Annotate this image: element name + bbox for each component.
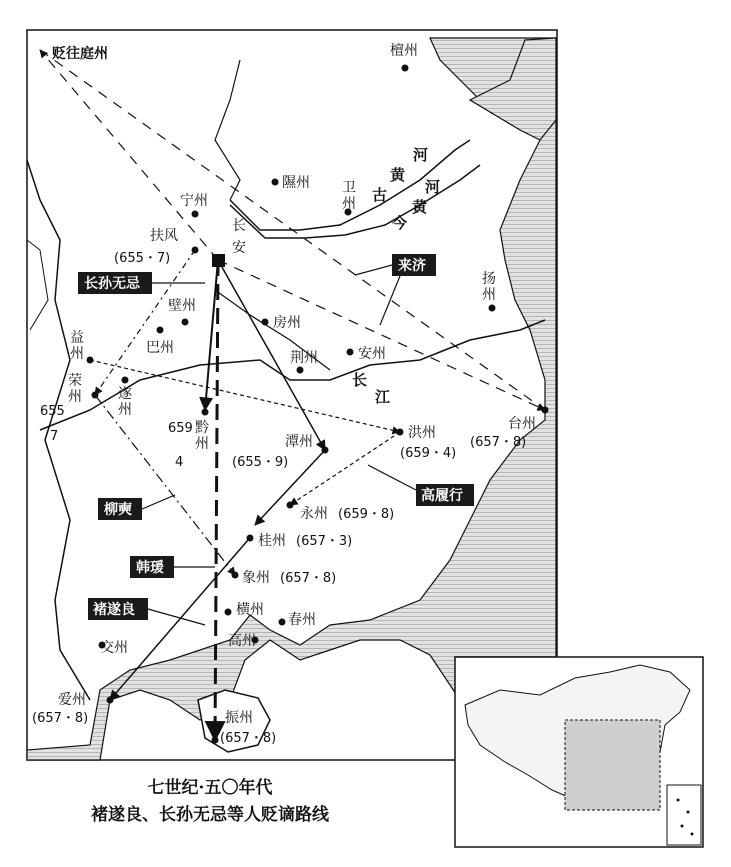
inset-highlight	[565, 720, 660, 810]
dot-yangzhou	[489, 305, 496, 312]
river-label-jin: 今	[392, 214, 408, 232]
label-bizhou: 壁州	[168, 298, 196, 314]
tag-zhangsun-text: 长孙无忌	[84, 276, 140, 292]
label-rongzhou-bottom: 州	[68, 389, 82, 405]
capital-marker	[212, 254, 225, 267]
dot-fufeng	[192, 247, 199, 254]
exile-destination-label: 贬往庭州	[52, 46, 108, 62]
label-fangzhou: 房州	[273, 315, 301, 331]
label-qianzhou-date-top: 659	[168, 421, 193, 436]
label-zhenzhou-date: (657・8)	[220, 731, 277, 746]
label-suizhou-top: 遂	[118, 386, 132, 402]
label-suizhou-bottom: 州	[118, 402, 132, 418]
inset-map	[455, 657, 703, 847]
river-label-chang: 长	[352, 371, 368, 389]
river-label-he-1: 河	[413, 146, 429, 164]
label-hongzhou-date: (659・4)	[400, 446, 457, 461]
label-yongzhou: 永州	[300, 506, 328, 522]
dot-tanzhou2	[322, 447, 329, 454]
label-chunzhou: 春州	[288, 612, 316, 628]
caption-line1: 七世纪·五〇年代	[147, 778, 273, 798]
label-xiangzhou: 象州	[242, 570, 270, 586]
inset-island-2	[687, 811, 690, 814]
label-hongzhou: 洪州	[408, 425, 436, 441]
dot-yizhou	[87, 357, 94, 364]
dot-bizhou	[182, 319, 189, 326]
tag-gaolu-text: 高履行	[421, 488, 463, 504]
label-rongzhou-top: 荣	[68, 373, 82, 389]
label-tanzhou2: 潭州	[285, 434, 313, 450]
dot-aizhou	[107, 697, 114, 704]
dot-tanzhou	[402, 65, 409, 72]
capital-label-bottom: 安	[232, 240, 246, 256]
dot-xizhou	[272, 179, 279, 186]
label-qianzhou-date-bottom: 4	[175, 455, 184, 470]
label-yongzhou-date: (659・8)	[338, 507, 395, 522]
tag-hanyuan-text: 韩瑗	[136, 560, 164, 576]
label-guizhou: 桂州	[258, 533, 286, 549]
dot-taizhou	[542, 407, 549, 414]
tag-chu-text: 褚遂良	[93, 602, 135, 618]
dot-anzhou	[347, 349, 354, 356]
label-ningzhou: 宁州	[180, 193, 208, 209]
label-qianzhou-bottom: 州	[195, 436, 209, 452]
label-aizhou: 爱州	[58, 692, 86, 708]
dot-rongzhou	[92, 392, 99, 399]
label-jiaozhou: 交州	[100, 640, 128, 656]
dot-bazhou	[157, 327, 164, 334]
label-yizhou-top: 益	[70, 330, 84, 346]
label-hengzhou: 横州	[236, 602, 264, 618]
capital-label-top: 长	[232, 218, 246, 234]
label-rongzhou-date-top: 655	[40, 404, 65, 419]
dot-chunzhou	[279, 619, 286, 626]
tag-laiji-text: 来济	[398, 258, 426, 274]
label-gaozhou: 高州	[228, 633, 256, 649]
label-tanzhou: 檀州	[390, 43, 418, 59]
inset-island-4	[691, 833, 694, 836]
dot-ningzhou	[192, 211, 199, 218]
label-taizhou: 台州	[508, 416, 536, 432]
label-xiangzhou-date: (657・8)	[280, 571, 337, 586]
label-yizhou-bottom: 州	[70, 346, 84, 362]
river-label-huang-2: 黄	[412, 198, 428, 216]
label-guizhou-date: (657・3)	[296, 534, 353, 549]
label-fufeng: 扶风	[150, 228, 178, 244]
label-zhenzhou: 振州	[225, 710, 253, 726]
dot-hongzhou	[397, 429, 404, 436]
dot-zhenzhou	[212, 737, 219, 744]
label-anzhou: 安州	[358, 346, 386, 362]
dot-yongzhou	[287, 502, 294, 509]
label-yangzhou-top: 扬	[482, 271, 496, 287]
inset-south-sea-box	[667, 785, 701, 845]
dot-suizhou	[122, 377, 129, 384]
label-taizhou-date: (657・8)	[470, 435, 527, 450]
river-label-he-2: 河	[425, 178, 441, 196]
river-label-jiang: 江	[375, 388, 391, 406]
label-tanzhou2-date: (655・9)	[232, 455, 289, 470]
dot-jingzhou	[297, 367, 304, 374]
label-weizhou-top: 卫	[342, 180, 356, 196]
label-rongzhou-date-bottom: 7	[50, 429, 59, 444]
label-jingzhou: 荆州	[290, 350, 318, 366]
inset-island-1	[677, 799, 680, 802]
tag-liushi-text: 柳奭	[104, 502, 132, 518]
dot-fangzhou	[262, 319, 269, 326]
label-aizhou-date: (657・8)	[32, 711, 89, 726]
label-fufeng-date: (655・7)	[114, 251, 171, 266]
label-yangzhou-bottom: 州	[482, 287, 496, 303]
river-label-gu: 古	[372, 186, 388, 204]
dot-xiangzhou	[232, 572, 239, 579]
label-xizhou: 隰州	[282, 175, 310, 191]
caption-line2: 褚遂良、长孙无忌等人贬谪路线	[91, 805, 329, 825]
label-bazhou: 巴州	[146, 340, 174, 356]
label-weizhou-bottom: 州	[342, 196, 356, 212]
dot-hengzhou	[225, 609, 232, 616]
river-label-huang-1: 黄	[390, 166, 406, 184]
dot-qianzhou	[202, 409, 209, 416]
label-qianzhou-top: 黔	[195, 420, 209, 436]
inset-island-3	[681, 825, 684, 828]
dot-guizhou	[247, 535, 254, 542]
